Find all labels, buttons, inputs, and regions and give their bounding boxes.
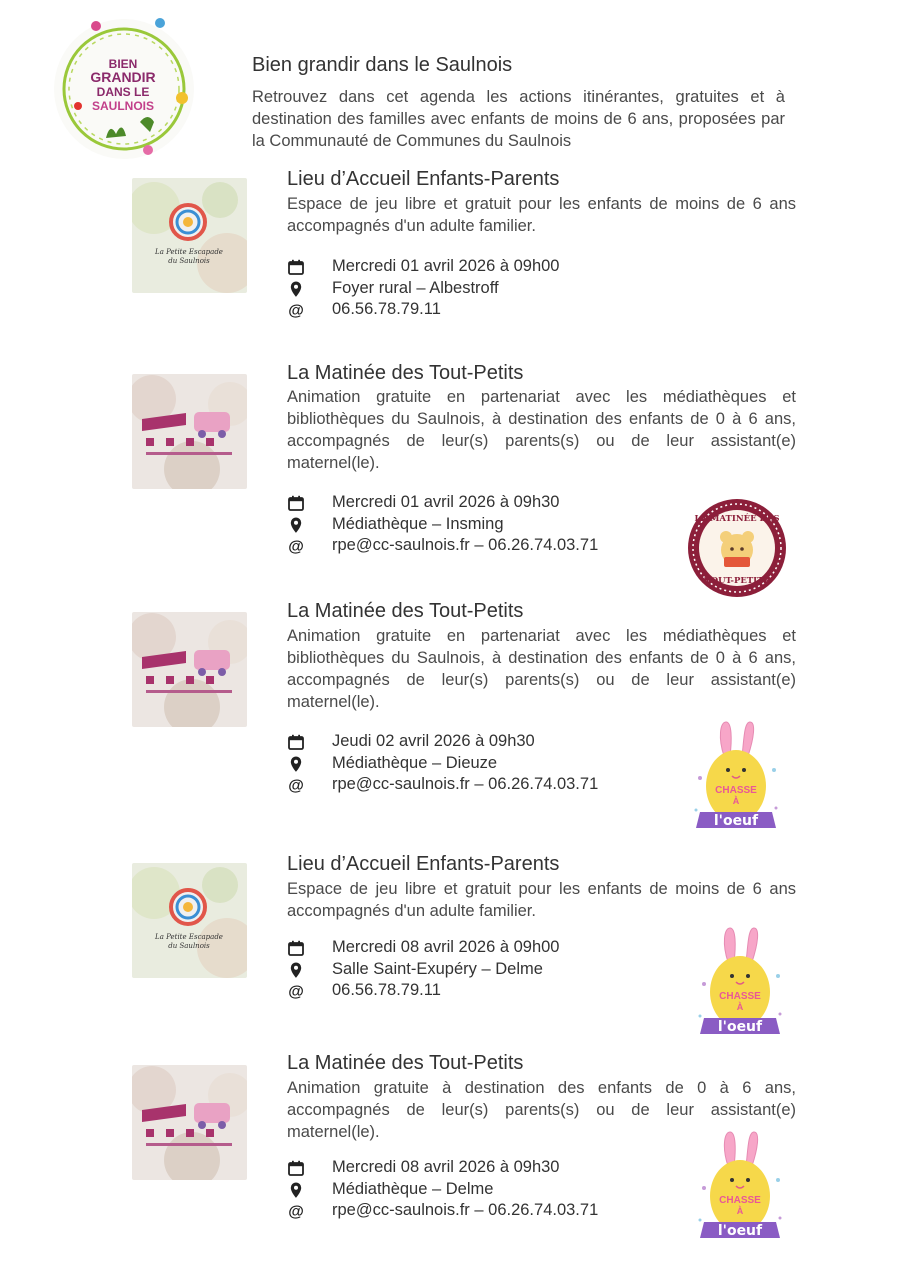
- page-intro: Retrouvez dans cet agenda les actions itinérantes, gratuites et à destination des familles avec enfants de moins de 6 ans, proposées par la Communauté de Communes du Saulnois: [252, 88, 785, 150]
- location-pin-icon: [287, 1181, 305, 1199]
- badge-text-a: À: [736, 1002, 744, 1012]
- event-place: Médiathèque – Delme: [332, 1179, 494, 1198]
- event-date-row: [287, 256, 707, 278]
- event-info: [287, 937, 707, 1002]
- event-place-row: [287, 959, 707, 981]
- event-contact[interactable]: 06.56.78.79.11: [332, 981, 441, 999]
- event-description: Espace de jeu libre et gratuit pour les enfants de moins de 6 ans accompagnés d'un adulte familier.: [287, 195, 796, 235]
- event-info: [287, 492, 707, 557]
- event-title: La Matinée des Tout-Petits: [287, 362, 524, 384]
- event-contact-row: [287, 535, 707, 557]
- at-icon: [287, 982, 305, 1000]
- badge-text-top: LA MATINÉE DES: [694, 514, 780, 524]
- rpe-thumbnail: [132, 1065, 247, 1180]
- calendar-icon: [287, 258, 305, 276]
- logo-line-1: BIEN: [108, 57, 138, 71]
- event-title: La Matinée des Tout-Petits: [287, 600, 524, 622]
- calendar-icon: [287, 939, 305, 957]
- calendar-icon: [287, 733, 305, 751]
- laep-thumbnail: [132, 178, 247, 293]
- event-contact-row: [287, 980, 707, 1002]
- badge-text-oeuf: l'oeuf: [717, 1019, 763, 1035]
- event-title: La Matinée des Tout-Petits: [287, 1052, 524, 1074]
- event-place-row: [287, 514, 707, 536]
- event-contact[interactable]: rpe@cc-saulnois.fr – 06.26.74.03.71: [332, 536, 599, 554]
- at-icon: [287, 1202, 305, 1220]
- calendar-icon: [287, 1159, 305, 1177]
- rpe-thumbnail: [132, 612, 247, 727]
- event-description: Animation gratuite en partenariat avec les médiathèques et bibliothèques du Saulnois, à destination des enfants de 0 à 6 ans, accompagnés de leur(s) parents(s) ou de leur assistant(e) maternel(le).: [287, 388, 796, 472]
- egg-hunt-badge: [694, 1128, 786, 1242]
- event-title: Lieu d’Accueil Enfants-Parents: [287, 853, 560, 875]
- badge-text-chasse: CHASSE: [719, 991, 761, 1002]
- page-title: Bien grandir dans le Saulnois: [252, 54, 513, 76]
- event-date: Mercredi 08 avril 2026 à 09h30: [332, 1158, 560, 1176]
- rpe-thumbnail: [132, 374, 247, 489]
- svg-text:du Saulnois: du Saulnois: [168, 942, 210, 950]
- matinee-badge: [686, 497, 788, 599]
- at-icon: [287, 776, 305, 794]
- event-contact[interactable]: rpe@cc-saulnois.fr – 06.26.74.03.71: [332, 1201, 599, 1219]
- location-pin-icon: [287, 961, 305, 979]
- event-date: Mercredi 01 avril 2026 à 09h30: [332, 493, 560, 511]
- svg-text:@: @: [288, 538, 304, 555]
- logo-line-2: GRANDIR: [90, 69, 156, 85]
- badge-text-bottom: TOUT-PETITS: [704, 576, 770, 586]
- badge-text-oeuf: l'oeuf: [717, 1223, 763, 1239]
- svg-text:La Petite Escapade: La Petite Escapade: [155, 248, 223, 256]
- logo-line-3: DANS LE: [96, 85, 150, 99]
- at-icon: [287, 301, 305, 319]
- event-contact-row: [287, 1200, 707, 1222]
- event-description: Animation gratuite à destination des enfants de 0 à 6 ans, accompagnés de leur(s) parents(s) ou de leur assistant(e) maternel(le).: [287, 1079, 796, 1141]
- event-description: Animation gratuite en partenariat avec les médiathèques et bibliothèques du Saulnois, à destination des enfants de 0 à 6 ans, accompagnés de leur(s) parents(s) ou de leur assistant(e) maternel(le).: [287, 627, 796, 711]
- svg-text:@: @: [288, 777, 304, 794]
- egg-hunt-badge: [694, 924, 786, 1038]
- event-date-row: [287, 492, 707, 514]
- badge-text-oeuf: l'oeuf: [713, 813, 759, 829]
- event-contact[interactable]: rpe@cc-saulnois.fr – 06.26.74.03.71: [332, 775, 599, 793]
- event-place: Salle Saint-Exupéry – Delme: [332, 959, 543, 978]
- bien-grandir-logo: [48, 10, 196, 168]
- badge-text-chasse: CHASSE: [719, 1195, 761, 1206]
- event-contact-row: [287, 299, 707, 321]
- calendar-icon: [287, 494, 305, 512]
- badge-text-chasse: CHASSE: [715, 785, 757, 796]
- event-place: Foyer rural – Albestroff: [332, 278, 499, 297]
- svg-text:@: @: [288, 1203, 304, 1220]
- event-title: Lieu d’Accueil Enfants-Parents: [287, 168, 560, 190]
- event-place-row: [287, 278, 707, 300]
- event-place: Médiathèque – Insming: [332, 514, 504, 533]
- egg-hunt-badge: [690, 718, 782, 832]
- badge-text-a: À: [732, 796, 740, 806]
- badge-text-a: À: [736, 1206, 744, 1216]
- event-date: Mercredi 01 avril 2026 à 09h00: [332, 257, 560, 275]
- logo-line-4: SAULNOIS: [91, 99, 155, 113]
- event-date: Mercredi 08 avril 2026 à 09h00: [332, 938, 560, 956]
- event-date-row: [287, 1157, 707, 1179]
- svg-text:du Saulnois: du Saulnois: [168, 257, 210, 265]
- location-pin-icon: [287, 516, 305, 534]
- event-info: [287, 731, 707, 796]
- event-info: [287, 1157, 707, 1222]
- event-description: Espace de jeu libre et gratuit pour les enfants de moins de 6 ans accompagnés d'un adulte familier.: [287, 880, 796, 920]
- event-date: Jeudi 02 avril 2026 à 09h30: [332, 732, 535, 750]
- event-place-row: [287, 753, 707, 775]
- event-date-row: [287, 731, 707, 753]
- at-icon: [287, 537, 305, 555]
- event-date-row: [287, 937, 707, 959]
- event-contact-row: [287, 774, 707, 796]
- location-pin-icon: [287, 755, 305, 773]
- svg-text:@: @: [288, 983, 304, 1000]
- event-contact[interactable]: 06.56.78.79.11: [332, 300, 441, 318]
- event-place: Médiathèque – Dieuze: [332, 753, 498, 772]
- svg-text:La Petite Escapade: La Petite Escapade: [155, 933, 223, 941]
- svg-text:@: @: [288, 302, 304, 319]
- location-pin-icon: [287, 280, 305, 298]
- laep-thumbnail: [132, 863, 247, 978]
- event-place-row: [287, 1179, 707, 1201]
- event-info: [287, 256, 707, 321]
